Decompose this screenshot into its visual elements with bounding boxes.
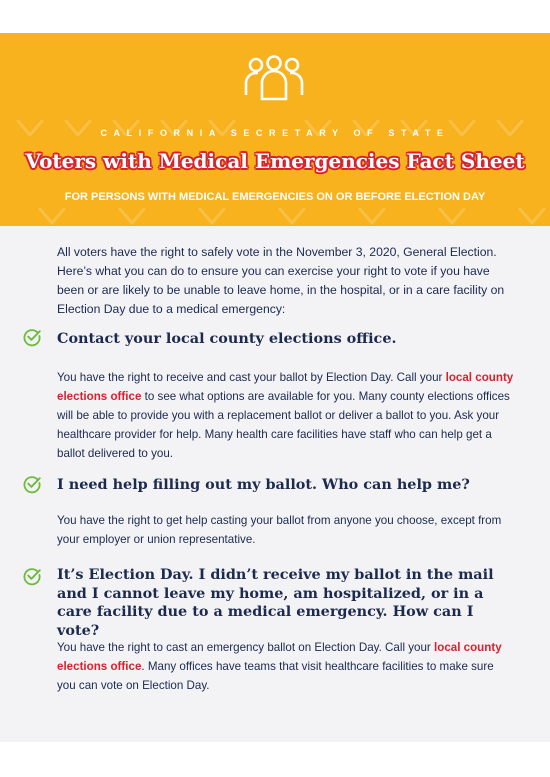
- check-circle-icon: [22, 327, 42, 347]
- paragraph-text: . Many offices have teams that visit healthcare facilities to make sure you can vote on Election Day.: [57, 660, 494, 692]
- paragraph-text: You have the right to cast an emergency ballot on Election Day. Call your: [57, 641, 435, 654]
- section-heading-help-filling-ballot: I need help filling out my ballot. Who can help me?: [57, 476, 470, 493]
- paragraph-text: to see what options are available for you. Many county elections offices will be able to provide you with a replacement ballot or deliver a ballot to you. Ask your healthcare provider for help. Many health care facilities have staff who can help get a ballot delivered to you.: [57, 390, 510, 460]
- section-paragraph-election-day-emergency: [57, 638, 515, 695]
- check-circle-icon: [22, 474, 42, 494]
- section-paragraph-help-filling-ballot: You have the right to get help casting your ballot from anyone you choose, except from your employer or union representative.: [57, 514, 502, 546]
- section-heading-contact-office: Contact your local county elections office.: [57, 330, 397, 347]
- county-elections-office-link[interactable]: local county elections office: [57, 641, 502, 673]
- section-paragraph-contact-office: [57, 368, 515, 463]
- intro-paragraph: All voters have the right to safely vote in the November 3, 2020, General Election. Here’s what you can do to ensure you can exercise your right to vote if you have been or are likely to be unable to leave home, in the hospital, or in a care facility on Election Day due to a medical emergency:: [57, 245, 505, 316]
- header-banner: [0, 33, 550, 226]
- page-subtitle: FOR PERSONS WITH MEDICAL EMERGENCIES ON OR BEFORE ELECTION DAY: [64, 191, 486, 203]
- county-elections-office-link[interactable]: local county elections office: [57, 371, 514, 403]
- paragraph-text: You have the right to receive and cast your ballot by Election Day. Call your: [57, 371, 446, 384]
- people-group-icon: [242, 53, 306, 103]
- check-circle-icon: [22, 566, 42, 586]
- page-title: Voters with Medical Emergencies Fact Sheet: [25, 149, 525, 173]
- section-heading-election-day-emergency: It’s Election Day. I didn’t receive my ballot in the mail and I cannot leave my home, am hospitalized, or in a care facility due to a medical emergency. How can I vote?: [57, 566, 494, 639]
- agency-name: CALIFORNIA SECRETARY OF STATE: [100, 128, 450, 138]
